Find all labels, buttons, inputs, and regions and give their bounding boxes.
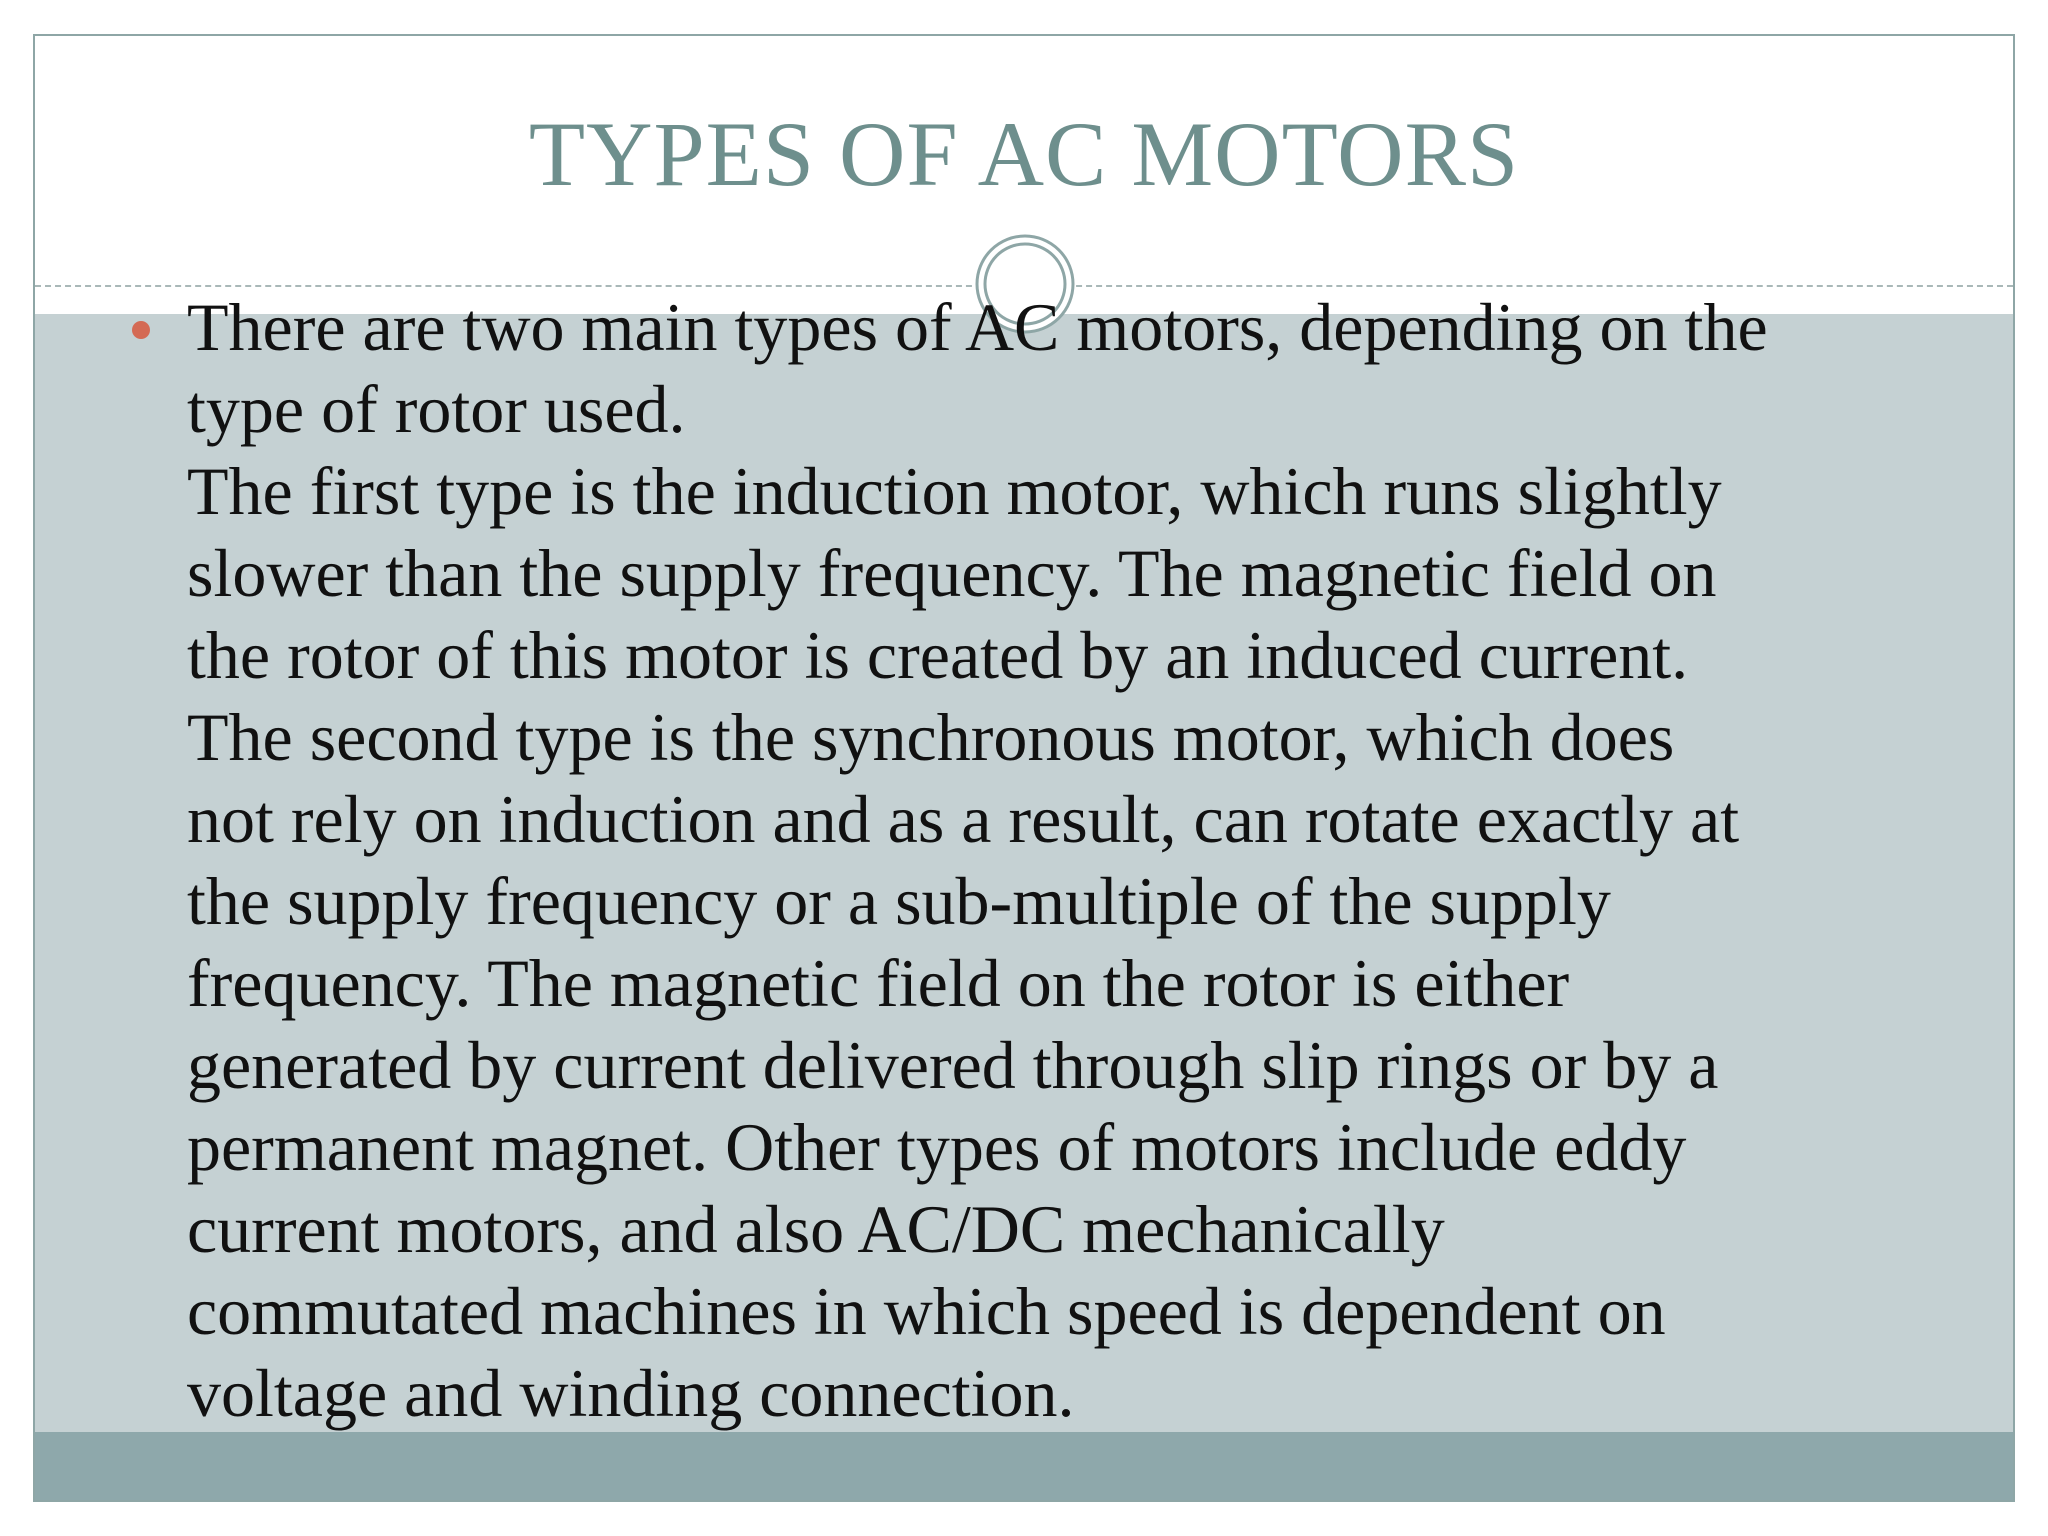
body-line: The first type is the induction motor, which runs slightly: [187, 453, 1722, 529]
body-line: type of rotor used.: [187, 371, 686, 447]
body-line: permanent magnet. Other types of motors include eddy: [187, 1109, 1687, 1185]
bullet-paragraph: [187, 286, 1967, 1434]
slide-title: TYPES OF AC MOTORS: [528, 103, 1520, 205]
body-line: voltage and winding connection.: [187, 1355, 1075, 1431]
slide: [33, 34, 2015, 1502]
body-line: the rotor of this motor is created by an induced current.: [187, 617, 1689, 693]
body-line: frequency. The magnetic field on the rotor is either: [187, 945, 1570, 1021]
body-line: the supply frequency or a sub-multiple of the supply: [187, 863, 1611, 939]
body-line: There are two main types of AC motors, depending on the: [187, 289, 1768, 365]
footer-band: [35, 1432, 2013, 1502]
body-line: commutated machines in which speed is dependent on: [187, 1273, 1666, 1349]
bullet-icon: [132, 321, 150, 339]
body-line: generated by current delivered through slip rings or by a: [187, 1027, 1719, 1103]
body-line: The second type is the synchronous motor, which does: [187, 699, 1675, 775]
body-line: not rely on induction and as a result, can rotate exactly at: [187, 781, 1740, 857]
body-line: current motors, and also AC/DC mechanically: [187, 1191, 1445, 1267]
body-line: slower than the supply frequency. The magnetic field on: [187, 535, 1717, 611]
